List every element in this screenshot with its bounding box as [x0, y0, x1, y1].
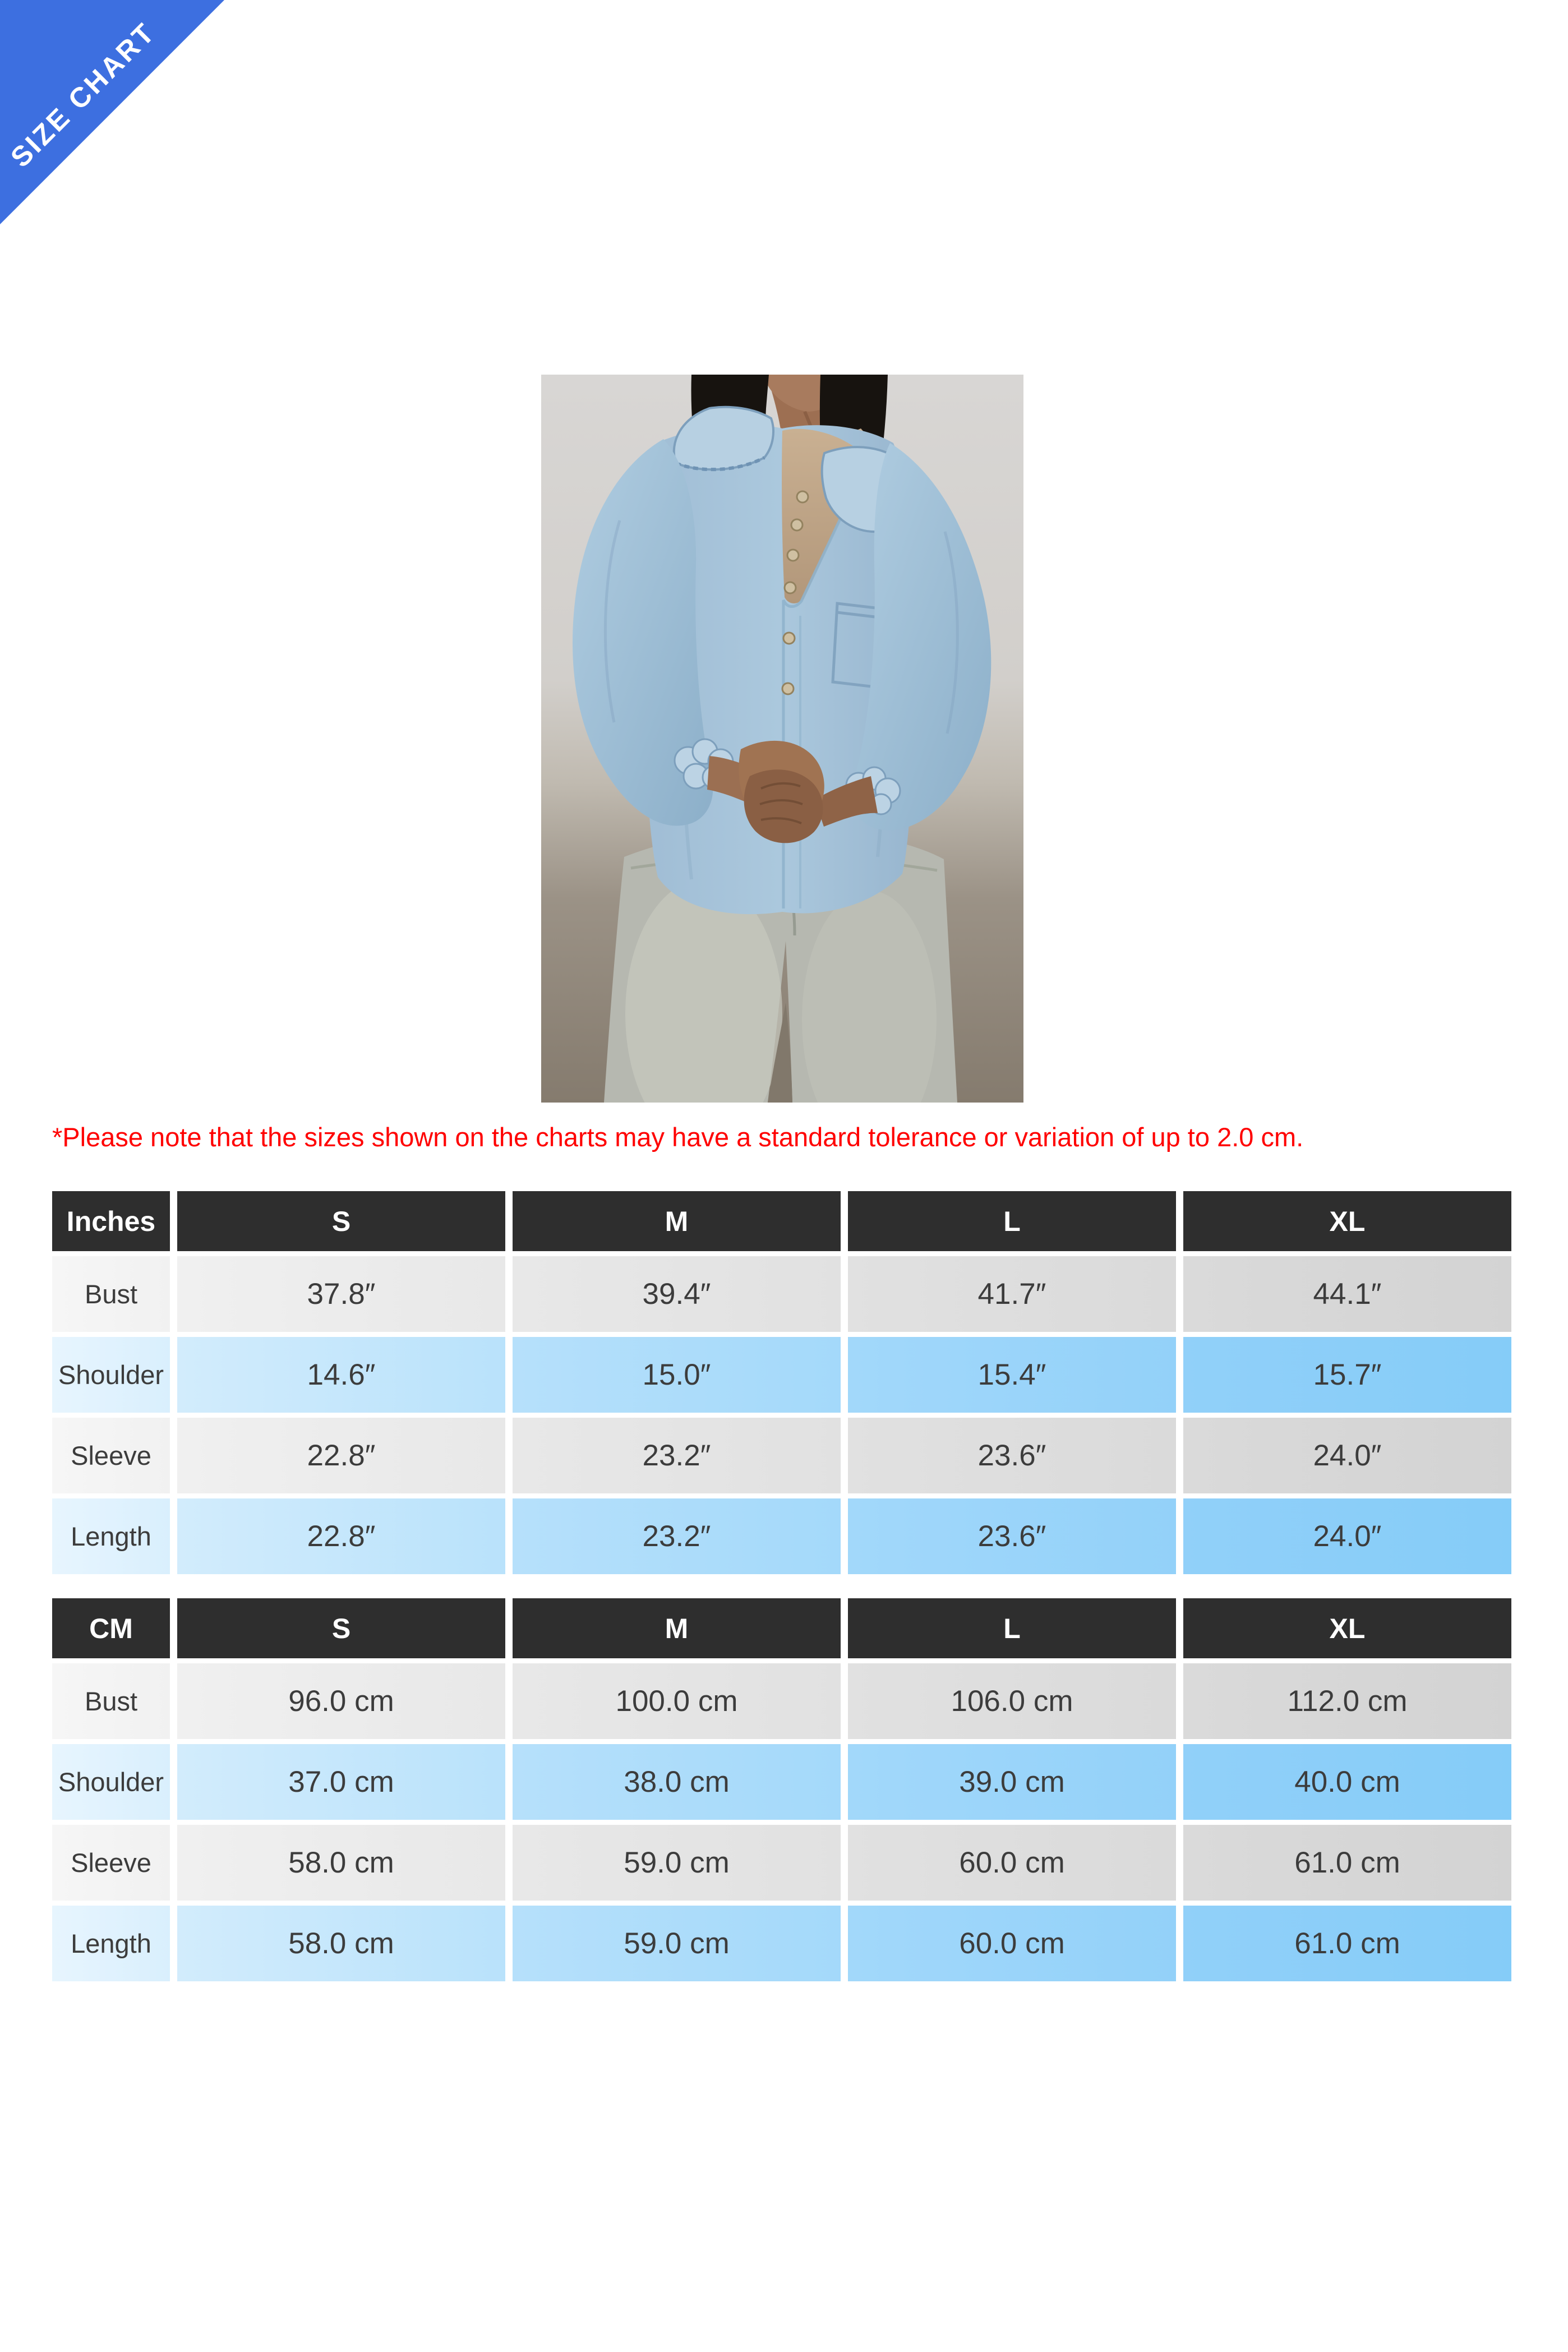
- tolerance-note: *Please note that the sizes shown on the charts may have a standard tolerance or variation of up to 2.0 cm.: [52, 1122, 1304, 1152]
- value-cell: 15.4″: [848, 1337, 1176, 1413]
- value-cell: 106.0 cm: [848, 1663, 1176, 1739]
- size-header-cell-l: L: [848, 1598, 1176, 1658]
- unit-header-cell: Inches: [52, 1191, 170, 1251]
- size-header-cell-xl: XL: [1183, 1191, 1511, 1251]
- value-cell: 15.7″: [1183, 1337, 1511, 1413]
- value-cell: 23.6″: [848, 1498, 1176, 1574]
- size-table-inches: [52, 1191, 1511, 1574]
- size-header-cell-m: M: [513, 1191, 841, 1251]
- size-table-cm: [52, 1598, 1511, 1981]
- value-cell: 22.8″: [177, 1498, 505, 1574]
- row-label-sleeve: Sleeve: [52, 1825, 170, 1901]
- product-photo-illustration: [541, 375, 1023, 1103]
- value-cell: 37.8″: [177, 1256, 505, 1332]
- row-label-shoulder: Shoulder: [52, 1744, 170, 1820]
- row-label-length: Length: [52, 1906, 170, 1981]
- value-cell: 39.0 cm: [848, 1744, 1176, 1820]
- size-header-cell-s: S: [177, 1191, 505, 1251]
- value-cell: 23.2″: [513, 1418, 841, 1493]
- value-cell: 58.0 cm: [177, 1825, 505, 1901]
- value-cell: 41.7″: [848, 1256, 1176, 1332]
- value-cell: 38.0 cm: [513, 1744, 841, 1820]
- ribbon-label: SIZE CHART: [4, 16, 162, 174]
- value-cell: 23.6″: [848, 1418, 1176, 1493]
- value-cell: 58.0 cm: [177, 1906, 505, 1981]
- value-cell: 15.0″: [513, 1337, 841, 1413]
- row-label-bust: Bust: [52, 1663, 170, 1739]
- row-label-shoulder: Shoulder: [52, 1337, 170, 1413]
- value-cell: 60.0 cm: [848, 1825, 1176, 1901]
- value-cell: 112.0 cm: [1183, 1663, 1511, 1739]
- value-cell: 61.0 cm: [1183, 1825, 1511, 1901]
- value-cell: 59.0 cm: [513, 1825, 841, 1901]
- unit-header-cell: CM: [52, 1598, 170, 1658]
- value-cell: 96.0 cm: [177, 1663, 505, 1739]
- row-label-sleeve: Sleeve: [52, 1418, 170, 1493]
- value-cell: 59.0 cm: [513, 1906, 841, 1981]
- product-photo: [541, 375, 1023, 1103]
- row-label-length: Length: [52, 1498, 170, 1574]
- value-cell: 23.2″: [513, 1498, 841, 1574]
- row-label-bust: Bust: [52, 1256, 170, 1332]
- value-cell: 14.6″: [177, 1337, 505, 1413]
- value-cell: 61.0 cm: [1183, 1906, 1511, 1981]
- value-cell: 24.0″: [1183, 1498, 1511, 1574]
- size-header-cell-l: L: [848, 1191, 1176, 1251]
- value-cell: 24.0″: [1183, 1418, 1511, 1493]
- value-cell: 60.0 cm: [848, 1906, 1176, 1981]
- size-header-cell-xl: XL: [1183, 1598, 1511, 1658]
- value-cell: 100.0 cm: [513, 1663, 841, 1739]
- value-cell: 22.8″: [177, 1418, 505, 1493]
- size-header-cell-m: M: [513, 1598, 841, 1658]
- value-cell: 44.1″: [1183, 1256, 1511, 1332]
- corner-ribbon: [0, 0, 224, 224]
- value-cell: 40.0 cm: [1183, 1744, 1511, 1820]
- value-cell: 39.4″: [513, 1256, 841, 1332]
- value-cell: 37.0 cm: [177, 1744, 505, 1820]
- size-header-cell-s: S: [177, 1598, 505, 1658]
